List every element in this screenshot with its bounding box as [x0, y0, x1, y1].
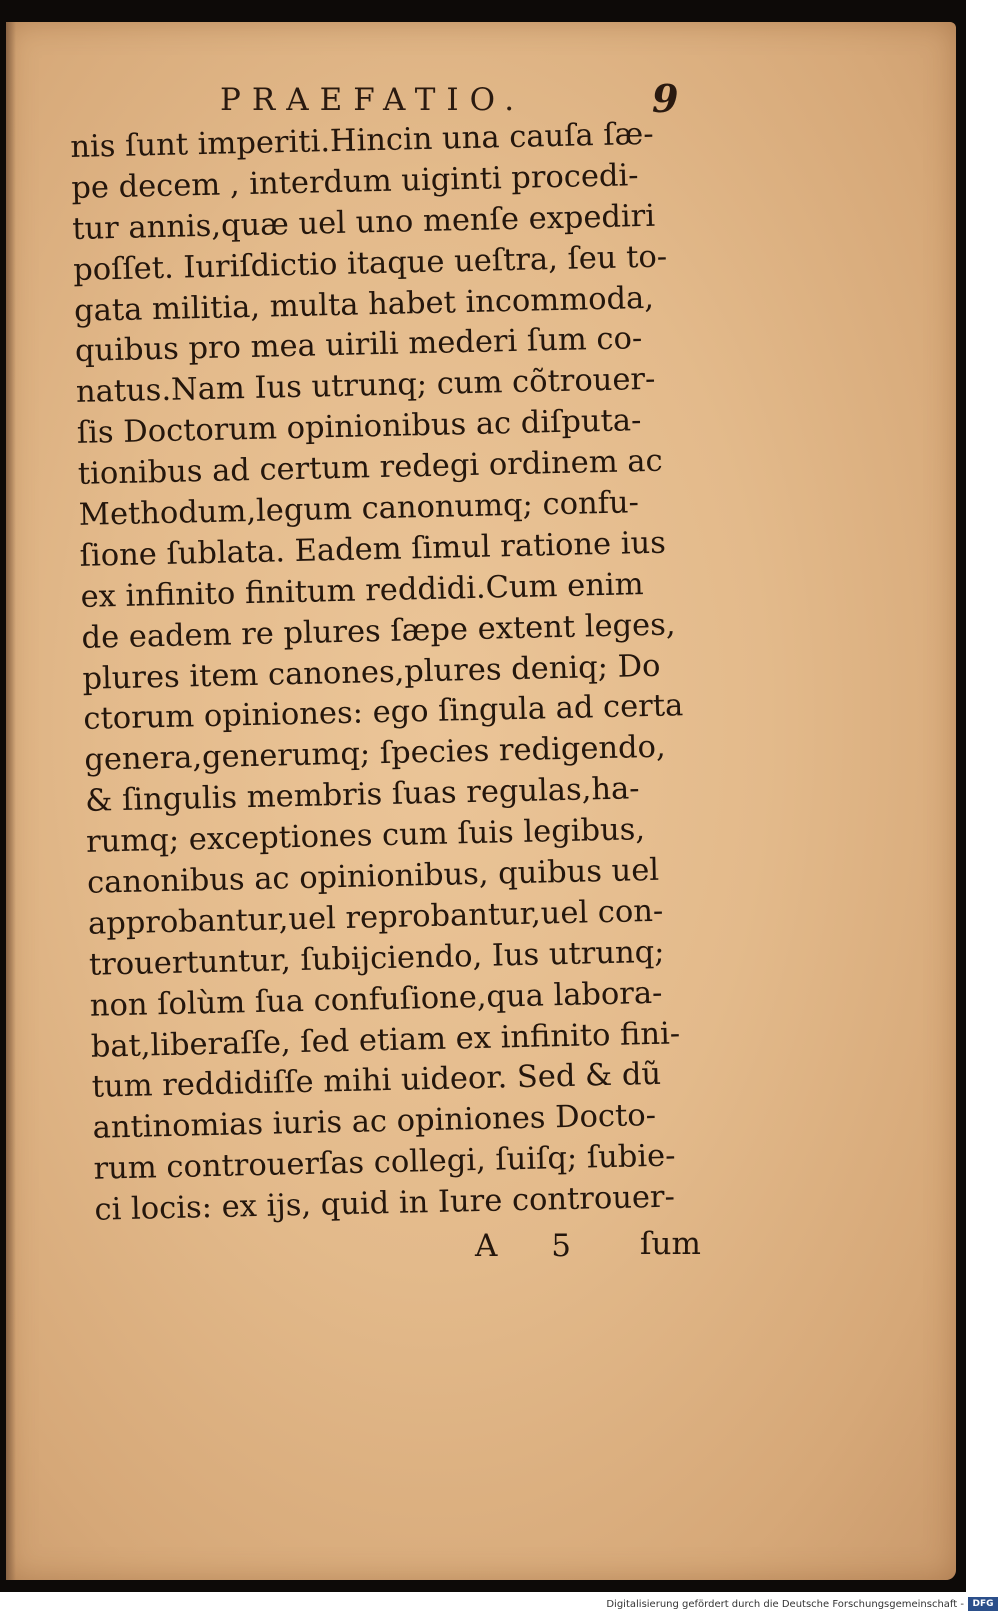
text-line: canonibus ac opinionibus, quibus uel [86, 852, 660, 901]
text-line: tur annis,quæ uel uno menſe expediri [71, 198, 656, 247]
text-line: trouertuntur, ſubijciendo, Ius utrunq; [88, 934, 665, 983]
dfg-logo-icon: DFG [968, 1597, 998, 1611]
page-number: 9 [652, 76, 679, 121]
text-line: bat,liberaſſe, ſed etiam ex infinito fini- [90, 1015, 681, 1065]
body-text [70, 113, 755, 1232]
running-title: PRAEFATIO. [220, 82, 526, 118]
text-line: quibus pro mea uirili mederi ſum co- [74, 321, 643, 370]
text-line: ſis Doctorum opinionibus ac diſputa- [76, 403, 642, 452]
text-line: ctorum opiniones: ego ſingula ad certa [83, 688, 684, 738]
text-line: & ſingulis membris ſuas regulas,ha- [84, 771, 640, 820]
text-line: gata militia, multa habet incommoda, [73, 280, 655, 329]
text-line: de eadem re plures ſæpe extent leges, [81, 607, 676, 656]
text-line: non ſolùm ſua confuſione,qua labora- [89, 975, 663, 1024]
text-line: poſſet. Iuriſdictio itaque ueſtra, ſeu to- [72, 239, 668, 288]
text-line: Methodum,legum canonumq; confu- [78, 485, 640, 533]
text-line: antinomias iuris ac opiniones Docto- [92, 1098, 657, 1147]
text-line: plures item canones,plures deniq; Do [82, 648, 661, 697]
text-line: ex infinito finitum reddidi.Cum enim [80, 566, 644, 615]
text-line: pe decem , interdum uiginti procedi- [70, 158, 639, 206]
digitization-footer [0, 1592, 1000, 1619]
text-line: tum reddidiſſe mihi uideor. Sed & dũ [91, 1057, 662, 1106]
text-line: genera,generumq; ſpecies redigendo, [83, 730, 667, 779]
signature-mark: A 5 [475, 1228, 593, 1264]
text-line: ci locis: ex ijs, quid in Iure controuer- [94, 1179, 676, 1228]
text-line: tionibus ad certum redegi ordinem ac [77, 443, 664, 493]
text-line: nis ſunt imperiti.Hincin una cauſa ſæ- [70, 116, 654, 165]
page-gutter-shadow [6, 22, 16, 1580]
text-line: ſione ſublata. Eadem ſimul ratione ius [79, 525, 667, 574]
text-line: rum controuerſas collegi, ſuiſq; ſubie- [93, 1138, 676, 1187]
catchword: ſum [640, 1226, 701, 1262]
text-line: approbantur,uel reprobantur,uel con- [87, 893, 664, 942]
text-line: rumq; exceptiones cum ſuis legibus, [85, 812, 646, 860]
funding-credit: Digitalisierung gefördert durch die Deutsche Forschungsgemeinschaft - [606, 1599, 964, 1610]
text-line: natus.Nam Ius utrunq; cum cõtrouer- [75, 362, 656, 411]
